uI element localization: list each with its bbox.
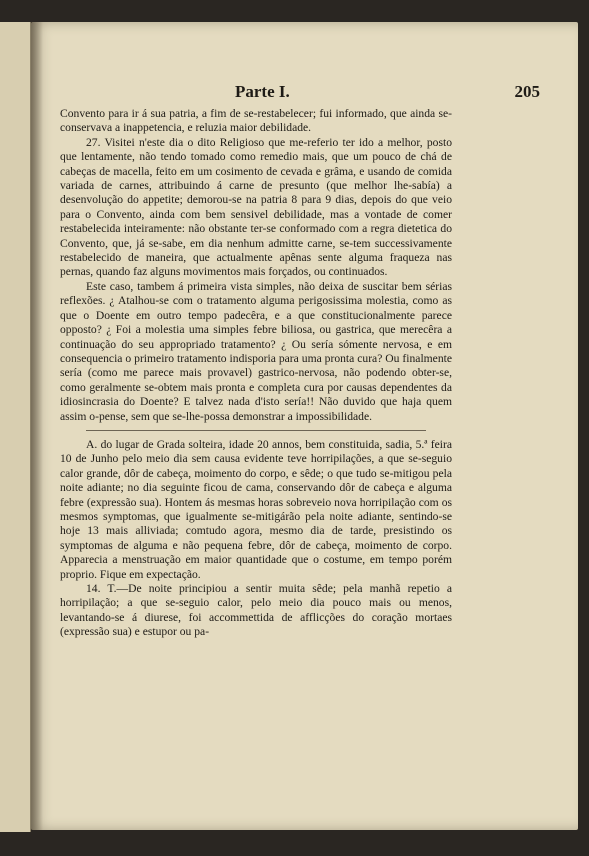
- paragraph-reflections: Este caso, tambem á primeira vista simples, não deixa de suscitar bem sérias reflexões. ¿ Atalhou-se com o tratamento alguma perigosissima molestia, como as que o Doente em outro tempo padecêra, e a que constitucionalmente parece opposto? ¿ Foi a molestia uma simples febre biliosa, ou gastrica, que merecêra a continuação do seu appropriado tratamento? ¿ Ou sería sómente nervosa, e em consequencia o primeiro tratamento indisporia para uma pronta cura? Ou finalmente sería (como me parece mais provavel) gastrico-nervosa, não podendo obter-se, como geralmente se-obtem mais pronta e completa cura por causas dependentes da idiosincrasia do Doente? E talvez nada d'isto sería!! Não duvido que haja quem assim o-pense, sem que se-lhe-possa demonstrar a impossibilidade.: [60, 279, 452, 423]
- page-gutter-shadow: [31, 22, 43, 830]
- page-body: [60, 107, 452, 640]
- paragraph-continuation: Convento para ir á sua patria, a fim de se-restabelecer; fui informado, que ainda se-conservava a inappetencia, e reluzia maior debilidade.: [60, 107, 452, 135]
- page-header: [60, 82, 540, 104]
- section-divider: [86, 430, 426, 431]
- page-number: 205: [514, 82, 540, 101]
- running-title: Parte I.: [235, 82, 290, 101]
- paragraph-case-a: A. do lugar de Grada solteira, idade 20 annos, bem constituida, sadia, 5.ª feira 10 de Junho pelo meio dia sem causa evidente teve horripilações, a que se-seguio calor grande, dôr de cabeça, moimento do corpo, e sêde; o que tudo se-mitigou pela noite adiante; no dia seguinte ficou de cama, conservando dôr de cabeça e alguma febre (expressão sua). Hontem ás mesmas horas sobreveio nova horripilação com os mesmos symptomas, que igualmente se-mitigárão pela noite adiante, sentindo-se hoje 13 mais alliviada; comtudo agora, mesmo dia de tarde, presistindo os symptomas de alguma e não pequena febre, dôr de cabeça, moimento de corpo. Apparecia a menstruação em maior quantidade que o costume, em tempo porém proprio. Fique em expectação.: [60, 437, 452, 581]
- paragraph-27: 27. Visitei n'este dia o dito Religioso que me-referio ter ido a melhor, posto que lentamente, não tendo tomado como remedio mais, que um pouco de chá de cabeças de macella, feito em um cosimento de cevada e grâma, e usando de comida variada de carnes, attribuindo á carne de presunto (que melhor lhe-sabía) a desenvolução do appetite; demorou-se na patria 8 para 9 dias, depois do que veio para o Convento, ainda com bem sensivel debilidade, mas a vontade de comer restabelecida inteiramente: não obstante ter-se conformado com a regra dietetica do Convento, que, já se-sabe, em dia nenhum admitte carne, se-tem successivamente restabelecido de maneira, que actualmente apênas sente alguma fraqueza nas pernas, quando faz alguns movimentos mais forçados, ou continuados.: [60, 135, 452, 279]
- paragraph-14: 14. T.—De noite principiou a sentir muita sêde; pela manhã repetio a horripilação; a que se-seguio calor, pelo meio dia pouco mais ou menos, levantando-se á diurese, foi accommettida de afflicções do coração mortaes (expressão sua) e estupor ou pa-: [60, 582, 452, 639]
- left-page-edge: [0, 22, 31, 832]
